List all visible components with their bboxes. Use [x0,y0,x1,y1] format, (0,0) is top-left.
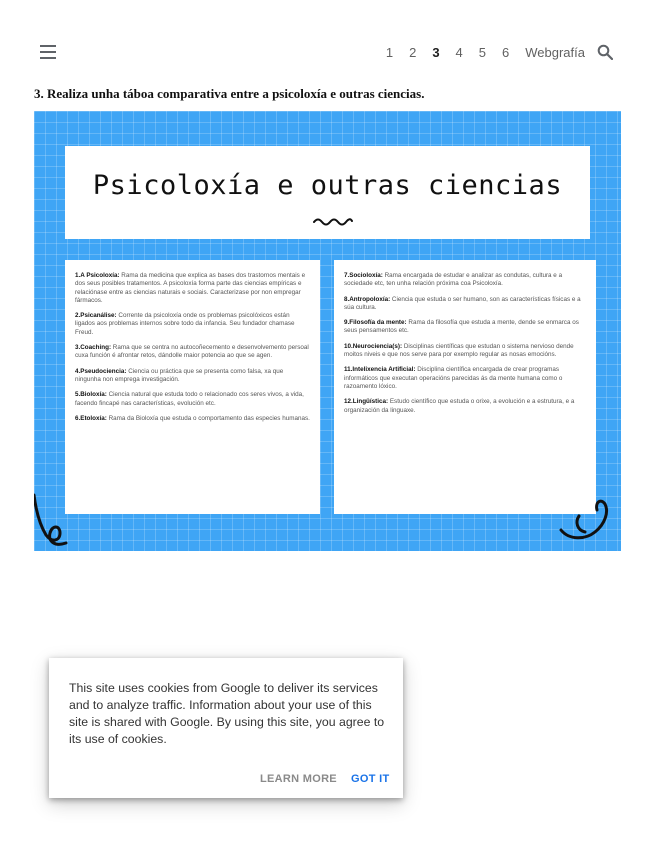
slide-image [34,111,621,551]
list-item: 1.A Psicoloxía: Rama da medicina que explica as bases dos trastornos mentais e dos seus posibles tratamentos. A psicoloxía forma parte das ciencias empíricas e relaciónase entre as ciencias naturais e sociais. Caracterizase por non empregar fármacos. [75,272,306,304]
swirl-decoration-right [559,496,614,544]
nav-page-1[interactable]: 1 [385,44,394,60]
task-heading: 3. Realiza unha táboa comparativa entre a psicoloxía e outras ciencias. [34,86,425,101]
cookie-message: This site uses cookies from Google to deliver its services and to analyze traffic. Information about your use of this site is shared with Google. By using this site, you agree to its use of cookies. [69,681,385,746]
nav-page-4[interactable]: 4 [455,44,463,60]
search-icon[interactable] [597,44,613,60]
nav-page-2[interactable]: 2 [409,44,417,60]
list-item: 8.Antropoloxía: Ciencia que estuda o ser humano, son as características físicas e a súa cultura. [344,295,581,311]
nav-page-5[interactable]: 5 [478,44,487,60]
left-column-card [65,260,320,514]
list-item: 9.Filosofía da mente: Rama da filosofía que estuda a mente, dende se enmarca os seus pensamentos etc. [344,319,579,335]
nav-page-6[interactable]: 6 [502,44,510,60]
list-item: 4.Pseudociencia: Ciencia ou práctica que se presenta como falsa, xa que ningunha non emprega investigación. [75,367,284,383]
got-it-button[interactable]: GOT IT [351,773,390,785]
nav-page-webgrafia[interactable]: Webgrafía [525,44,585,60]
squiggle-decoration [313,216,353,226]
page-navigation [370,42,585,62]
top-navigation [0,0,655,100]
menu-icon[interactable] [40,45,56,59]
nav-page-3[interactable]: 3 [432,44,440,60]
list-item: 2.Psicanálise: Corrente da psicoloxía onde os problemas psicolóxicos están ligados aos problemas internos sobre todo da infancia. Seu fundador chamase Freud. [75,312,295,336]
learn-more-button[interactable]: LEARN MORE [260,773,337,785]
list-item: 10.Neurociencia(s): Disciplinas científicas que estudan o sistema nervioso dende moitos niveis e que nos serve para por exemplo regular as nosas emocións. [344,342,574,359]
list-item: 5.Bioloxía: Ciencia natural que estuda todo o relacionado cos seres vivos, a vida, facendo fincapé nas características, evolución etc. [75,391,304,407]
swirl-decoration-left [34,489,70,549]
list-item: 6.Etoloxía: Rama da Bioloxía que estuda o comportamento das especies humanas. [75,414,310,422]
right-column-card [334,260,596,514]
slide-title-box [65,146,590,239]
cookie-dialog [49,658,403,798]
list-item: 3.Coaching: Rama que se centra no autocoñecemento e desenvolvemento persoal cuxa función é afrontar retos, dándolle maior potencia ao que se agen. [75,344,309,360]
list-item: 11.Intelixencia Artificial: Disciplina científica encargada de crear programas informáticos que executan operacións parecidas ás da mente humana como o razoamento lóxico. [344,366,563,390]
list-item: 7.Socioloxía: Rama encargada de estudar e analizar as condutas, cultura e a sociedade etc, ten unha relación próxima coa Psicoloxía. [344,272,563,288]
list-item: 12.Lingüística: Estudo científico que estuda o orixe, a evolución e a estrutura, e a organización da linguaxe. [344,398,575,414]
slide-title: Psicoloxía e outras ciencias [92,170,563,201]
